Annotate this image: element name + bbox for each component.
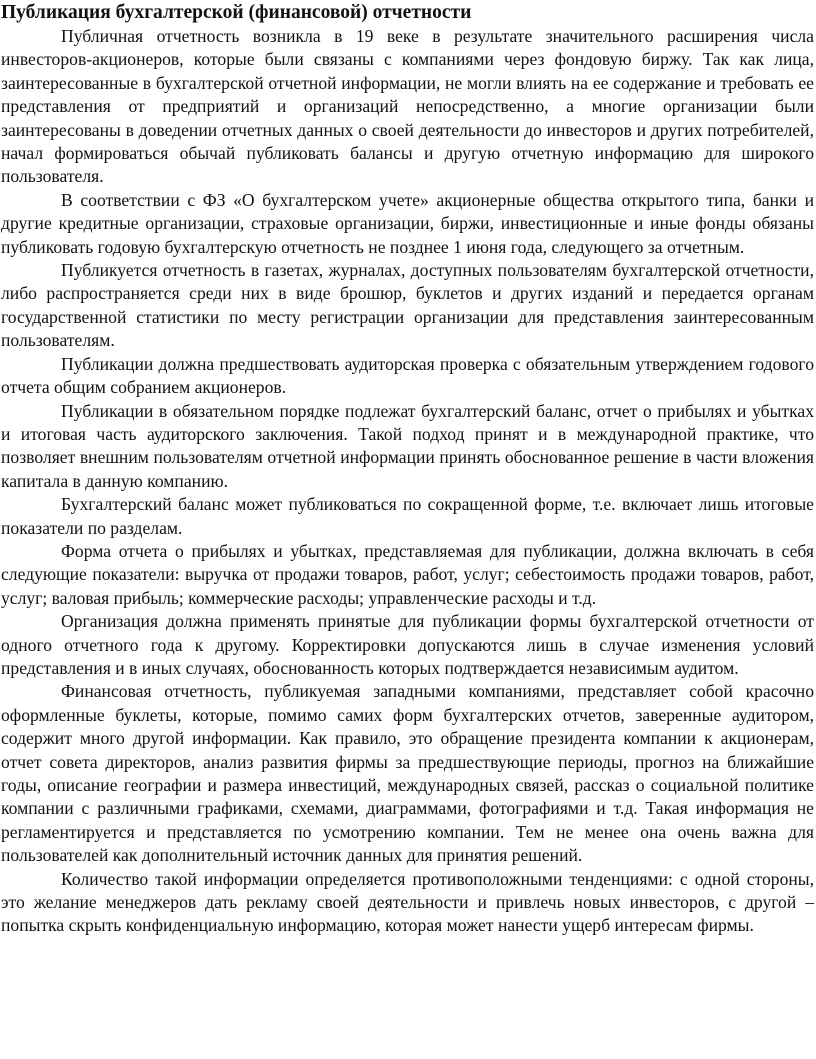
paragraph-1: Публичная отчетность возникла в 19 веке в результате значительного расширения числа инвесторов-акционеров, которые были связаны с компаниями через фондовую биржу. Так как лица, заинтересованные в бухгалтерской отчетной информации, не могли влиять на ее содержание и требовать ее представления от предприятий и организаций непосредственно, а многие организации были заинтересованы в доведении отчетных данных о своей деятельности до инвесторов и других потребителей, начал формироваться обычай публиковать балансы и другую отчетную информацию для широкого пользователя. <box>1 26 814 187</box>
paragraph-9: Финансовая отчетность, публикуемая западными компаниями, представляет собой красочно оформленные буклеты, которые, помимо самих форм бухгалтерских отчетов, заверенные аудитором, содержит много другой информации. Как правило, это обращение президента компании к акционерам, отчет совета директоров, анализ развития фирмы за предшествующие периоды, прогноз на ближайшие годы, описание географии и размера инвестиций, международных связей, рассказ о социальной политике компании с различными графиками, схемами, диаграммами, фотографиями и т.д. Такая информация не регламентируется и представляется по усмотрению компании. Тем не менее она очень важна для пользователей как дополнительный источник данных для принятия решений. <box>1 681 814 866</box>
paragraph-3: Публикуется отчетность в газетах, журналах, доступных пользователям бухгалтерской отчетности, либо распространяется среди них в виде брошюр, буклетов и других изданий и передается органам государственной статистики по месту регистрации организации для представления заинтересованным пользователям. <box>1 260 814 351</box>
paragraph-5: Публикации в обязательном порядке подлежат бухгалтерский баланс, отчет о прибылях и убытках и итоговая часть аудиторского заключения. Такой подход принят и в международной практике, что позволяет внешним пользователям отчетной информации принять обоснованное решение в части вложения капитала в данную компанию. <box>1 400 814 491</box>
paragraph-2: В соответствии с ФЗ «О бухгалтерском учете» акционерные общества открытого типа, банки и другие кредитные организации, страховые организации, биржи, инвестиционные и иные фонды обязаны публиковать годовую бухгалтерскую отчетность не позднее 1 июня года, следующего за отчетным. <box>1 189 814 257</box>
paragraph-6: Бухгалтерский баланс может публиковаться по сокращенной форме, т.е. включает лишь итоговые показатели по разделам. <box>1 494 814 538</box>
paragraph-7: Форма отчета о прибылях и убытках, представляемая для публикации, должна включать в себя следующие показатели: выручка от продажи товаров, работ, услуг; себестоимость продажи товаров, работ, услуг; валовая прибыль; коммерческие расходы; управленческие расходы и т.д. <box>1 540 814 608</box>
document-title: Публикация бухгалтерской (финансовой) отчетности <box>1 2 472 23</box>
paragraph-10: Количество такой информации определяется противоположными тенденциями: с одной стороны, это желание менеджеров дать рекламу своей деятельности и привлечь новых инвесторов, с другой – попытка скрыть конфиденциальную информацию, которая может нанести ущерб интересам фирмы. <box>1 868 814 936</box>
paragraph-4: Публикации должна предшествовать аудиторская проверка с обязательным утверждением годового отчета общим собранием акционеров. <box>1 353 814 398</box>
paragraph-8: Организация должна применять принятые для публикации формы бухгалтерской отчетности от одного отчетного года к другому. Корректировки допускаются лишь в случае изменения условий представления и в иных случаях, обоснованность которых подтверждается независимым аудитом. <box>1 611 814 678</box>
